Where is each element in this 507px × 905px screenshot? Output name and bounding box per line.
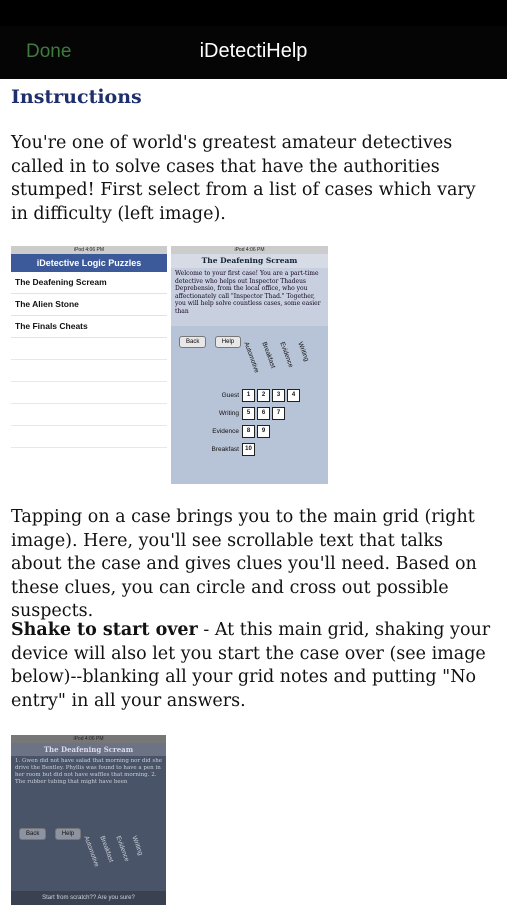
- grid-cell: 9: [257, 425, 270, 438]
- row-label: Guest: [221, 391, 239, 399]
- empty-row: [11, 404, 167, 426]
- grid-paragraph: Tapping on a case brings you to the main grid (right image). Here, you'll see scrollable text that talks about the case and gives clues you'll need. Based on these clues, you can circle and cross out possible suspects.: [11, 507, 477, 621]
- mini-status-bar: iPod 4:06 PM: [11, 735, 166, 743]
- shake-text: - At this main grid, shaking your device will also let you start the case over (see image below)--blanking all your grid notes and putting "No entry" in all your answers.: [11, 620, 491, 711]
- main-grid-screenshot: [171, 246, 328, 484]
- mini-back-button: Back: [179, 336, 206, 348]
- column-label: Automotive: [242, 341, 261, 374]
- empty-row: [11, 360, 167, 382]
- mini-status-bar: iPod 4:06 PM: [11, 246, 167, 254]
- instructions-heading: Instructions: [11, 86, 142, 108]
- grid-cell: 5: [242, 407, 255, 420]
- column-label: Writing: [130, 835, 144, 857]
- empty-row: [11, 338, 167, 360]
- column-label: Writing: [296, 341, 310, 363]
- row-label: Evidence: [212, 427, 239, 435]
- grid-cell: 6: [257, 407, 270, 420]
- mini-status-bar: iPod 4:06 PM: [171, 246, 328, 254]
- grid-cell: 2: [257, 389, 270, 402]
- shake-reset-screenshot: [11, 735, 166, 905]
- example-screenshots: [11, 246, 329, 484]
- mini-back-button: Back: [19, 828, 46, 840]
- grid-cell: 10: [242, 443, 255, 456]
- row-label: Breakfast: [211, 445, 239, 453]
- nav-title: iDetectiHelp: [199, 40, 308, 62]
- case-item: The Deafening Scream: [11, 272, 167, 294]
- column-label: Breakfast: [98, 835, 115, 864]
- grid-cell: 1: [242, 389, 255, 402]
- intro-paragraph: You're one of world's greatest amateur detectives called in to solve cases that have the authorities stumped! First select from a list of cases which vary in difficulty (left image).: [11, 133, 476, 224]
- row-label: Writing: [218, 409, 239, 417]
- column-label: Automotive: [82, 835, 101, 868]
- grid-cell: 4: [287, 389, 300, 402]
- case-item: The Alien Stone: [11, 294, 167, 316]
- grid-cell: 3: [272, 389, 285, 402]
- case-item: The Finals Cheats: [11, 316, 167, 338]
- case-list-header: iDetective Logic Puzzles: [11, 254, 167, 272]
- mini-help-button: Help: [215, 336, 241, 348]
- empty-row: [11, 382, 167, 404]
- navigation-bar: [0, 26, 507, 79]
- shake-heading: Shake to start over: [11, 620, 198, 640]
- shake-paragraph: [11, 619, 495, 713]
- column-label: Evidence: [114, 835, 131, 863]
- grid-cell: 7: [272, 407, 285, 420]
- logic-grid: [199, 386, 302, 458]
- case-clue-text: 1. Gwen did not have salad that morning nor did she drive the Bentley. Phyllis was found to have a pen in her room but did not have waffles that morning. 2. The rubber tubing that might have been: [15, 758, 163, 785]
- column-label: Breakfast: [260, 341, 277, 370]
- grid-column-labels: [81, 835, 166, 875]
- grid-column-labels: [241, 341, 328, 381]
- column-label: Evidence: [278, 341, 295, 369]
- case-list-screenshot: [11, 246, 167, 484]
- empty-row: [11, 426, 167, 448]
- start-over-prompt: Start from scratch?? Are you sure?: [11, 891, 166, 905]
- done-button[interactable]: Done: [26, 41, 72, 62]
- case-title: The Deafening Scream: [11, 743, 166, 756]
- status-bar: [0, 0, 507, 26]
- case-title: The Deafening Scream: [171, 254, 328, 268]
- grid-cell: 8: [242, 425, 255, 438]
- instructions-content: [11, 86, 495, 901]
- mini-help-button: Help: [55, 828, 81, 840]
- case-story-text: Welcome to your first case! You are a part-time detective who helps out Inspector Thadeus Deprebensio, from the local office, who you affectionately call "Inspector Thad." Together, you will help solve countless cases, some easier than: [171, 268, 328, 326]
